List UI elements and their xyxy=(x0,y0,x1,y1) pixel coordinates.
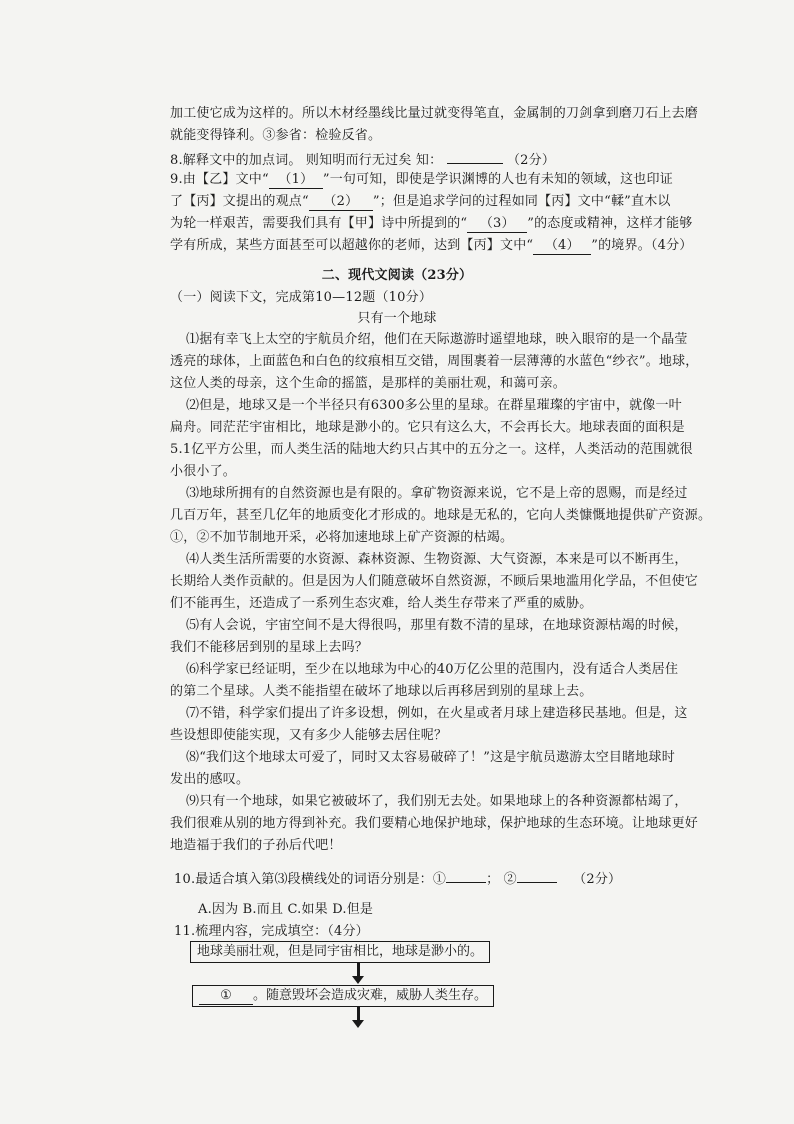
question-10-score: （2分） xyxy=(573,872,622,887)
text-span: 为轮一样艰苦，需要我们具有【甲】诗中所提到的“ xyxy=(170,216,468,231)
text-line: 加工使它成为这样的。所以木材经墨线比量过就变得笔直，金属制的刀剑拿到磨刀石上去磨 xyxy=(170,106,699,121)
text-span: ”；但是追求学问的过程如同【丙】文中“輮”直木以 xyxy=(372,194,671,209)
answer-blank-1[interactable]: （1） xyxy=(269,172,323,189)
article-title: 只有一个地球 xyxy=(357,311,437,326)
article-line: ⑷人类生活所需要的水资源、森林资源、生物资源、大气资源，本来是可以不断再生， xyxy=(186,552,688,567)
question-9-line xyxy=(170,169,673,191)
section-subtitle: （一）阅读下文，完成第10—12题（10分） xyxy=(170,290,433,305)
answer-blank-10-2[interactable] xyxy=(517,866,557,883)
text-span: 了【丙】文提出的观点“ xyxy=(170,194,309,209)
text-span: ”的态度或精神，这样才能够 xyxy=(527,216,693,231)
answer-blank[interactable] xyxy=(447,147,503,164)
article-line: ⑼只有一个地球，如果它被破坏了，我们别无去处。如果地球上的各种资源都枯竭了， xyxy=(186,794,688,809)
article-line: ①，②不加节制地开采，必将加速地球上矿产资源的枯竭。 xyxy=(170,530,514,545)
text-span: ”的境界。（4分） xyxy=(591,238,693,253)
section-title: 二、现代文阅读（23分） xyxy=(321,268,473,283)
article-line: 小很小了。 xyxy=(170,464,237,479)
article-line: ⑵但是，地球又是一个半径只有6300多公里的星球。在群星璀璨的宇宙中，就像一叶 xyxy=(186,398,682,413)
down-arrow-head-icon xyxy=(352,1020,364,1028)
answer-blank-4[interactable]: （4） xyxy=(533,238,591,255)
article-line: ⑸有人会说，宇宙空间不是大得很吗，那里有数不清的星球，在地球资源枯竭的时候， xyxy=(186,618,688,633)
answer-blank-2[interactable]: （2） xyxy=(309,194,373,211)
text-span: 9.由【乙】文中“ xyxy=(170,172,269,187)
text-line: 就能变得锋利。③参省：检验反省。 xyxy=(170,128,382,143)
question-10 xyxy=(174,866,621,891)
question-10-choices: A.因为 B.而且 C.如果 D.但是 xyxy=(198,902,374,917)
article-line: 这位人类的母亲，这个生命的摇篮，是那样的美丽壮观，和蔼可亲。 xyxy=(170,376,567,391)
question-8-text: 8.解释文中的加点词。 则知明而行无过矣 知： xyxy=(170,153,443,168)
article-line: 些设想即使能实现，又有多少人能够去居住呢？ xyxy=(170,728,448,743)
answer-blank-11-1[interactable]: ① xyxy=(199,988,253,1005)
article-line: ⑴据有幸飞上太空的宇航员介绍，他们在天际遨游时遥望地球，映入眼帘的是一个晶莹 xyxy=(186,332,688,347)
article-line: ⑻“我们这个地球太可爱了，同时又太容易破碎了！”这是宇航员遨游太空目睹地球时 xyxy=(186,750,675,765)
question-9-line xyxy=(170,213,693,235)
article-line: ⑶地球所拥有的自然资源也是有限的。拿矿物资源来说，它不是上帝的恩赐，而是经过 xyxy=(186,486,688,501)
article-line: 的第二个星球。人类不能指望在破坏了地球以后再移居到别的星球上去。 xyxy=(170,684,593,699)
text-span: 。随意毁坏会造成灾难，威胁人类生存。 xyxy=(253,988,488,1003)
text-span: ”一句可知，即使是学识渊博的人也有未知的领域，这也印证 xyxy=(322,172,673,187)
article-line: ⑹科学家已经证明，至少在以地球为中心的40万亿公里的范围内，没有适合人类居住 xyxy=(186,662,679,677)
question-9-line xyxy=(170,235,692,257)
article-line: 我们不能移居到别的星球上去吗？ xyxy=(170,640,369,655)
article-line: 地造福于我们的子孙后代吧！ xyxy=(170,838,342,853)
down-arrow-head-icon xyxy=(352,976,364,984)
article-line: 我们很难从别的地方得到补充。我们要精心地保护地球，保护地球的生态环境。让地球更好 xyxy=(170,816,699,831)
flow-box-2 xyxy=(192,985,494,1007)
question-9-line xyxy=(170,191,671,213)
article-line: 扁舟。同茫茫宇宙相比，地球是渺小的。它只有这么大，不会再长大。地球表面的面积是 xyxy=(170,420,685,435)
article-line: 5.1亿平方公里，而人类生活的陆地大约只占其中的五分之一。这样，人类活动的范围就很 xyxy=(170,442,693,457)
text-span: ； ② xyxy=(486,872,517,887)
article-line: 透亮的球体，上面蓝色和白色的纹痕相互交错，周围裹着一层薄薄的水蓝色“纱衣”。地球， xyxy=(170,354,699,369)
article-line: ⑺不错，科学家们提出了许多设想，例如，在火星或者月球上建造移民基地。但是，这 xyxy=(186,706,688,721)
article-line: 发出的感叹。 xyxy=(170,772,250,787)
article-line: 长期给人类作贡献的。但是因为人们随意破坏自然资源，不顾后果地滥用化学品，不但使它 xyxy=(170,574,699,589)
question-8-score: （2分） xyxy=(506,153,556,168)
question-11: 11.梳理内容，完成填空：（4分） xyxy=(174,924,369,939)
answer-blank-10-1[interactable] xyxy=(446,866,486,883)
text-span: 学有所成，某些方面甚至可以超越你的老师，达到【丙】文中“ xyxy=(170,238,534,253)
article-line: 几百万年，甚至几亿年的地质变化才形成的。地球是无私的，它向人类慷慨地提供矿产资源。 xyxy=(170,508,712,523)
article-line: 们不能再生，还造成了一系列生态灾难，给人类生存带来了严重的威胁。 xyxy=(170,596,593,611)
answer-blank-3[interactable]: （3） xyxy=(467,216,527,233)
flow-box-1: 地球美丽壮观，但是同宇宙相比，地球是渺小的。 xyxy=(190,941,490,963)
text-span: 10.最适合填入第⑶段横线处的词语分别是：① xyxy=(174,872,447,887)
